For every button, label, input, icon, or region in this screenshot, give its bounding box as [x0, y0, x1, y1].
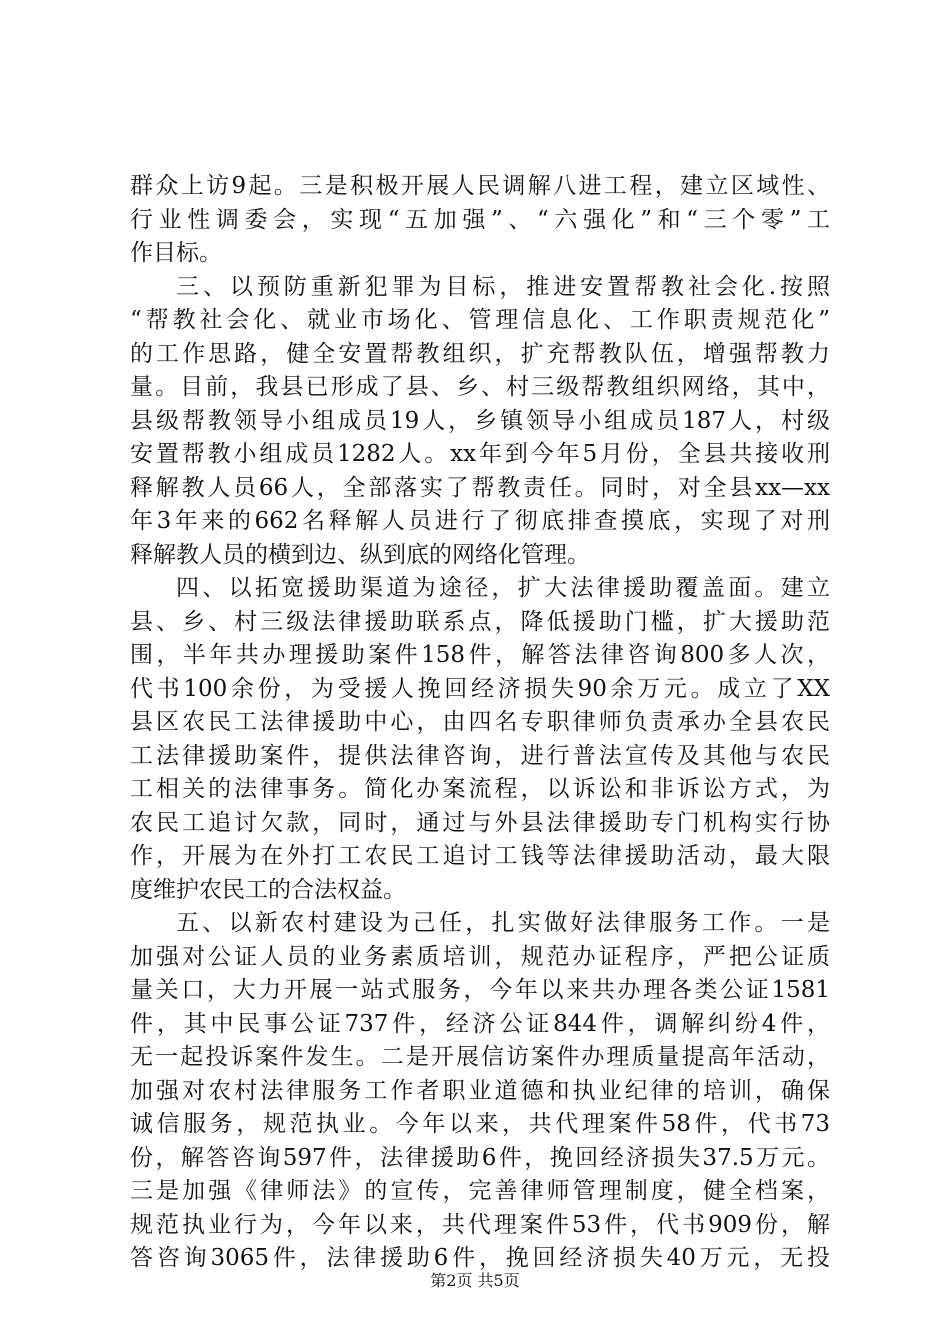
body-text-line: 释解教人员66人，全部落实了帮教责任。同时，对全县xx—xx [130, 474, 830, 501]
body-text-line: 加强对农村法律服务工作者职业道德和执业纪律的培训，确保 [130, 1077, 830, 1104]
body-text-line: 份，解答咨询597件，法律援助6件，挽回经济损失37.5万元。 [130, 1144, 830, 1171]
document-body [130, 170, 830, 1276]
body-text-line: 行业性调委会，实现“五加强”、“六强化”和“三个零”工 [130, 206, 830, 233]
body-text-line: “帮教社会化、就业市场化、管理信息化、工作职责规范化” [130, 307, 830, 333]
body-text-line: 释解教人员的横到边、纵到底的网络化管理。 [130, 541, 590, 568]
body-text-line: 量。目前，我县已形成了县、乡、村三级帮教组织网络，其中， [130, 374, 830, 400]
body-text-line: 工法律援助案件，提供法律咨询，进行普法宣传及其他与农民 [130, 742, 830, 769]
body-text-line: 县、乡、村三级法律援助联系点，降低援助门槛，扩大援助范 [130, 608, 830, 635]
page-footer: 第2页 共5页 [430, 1271, 520, 1290]
body-text-line: 三是加强《律师法》的宣传，完善律师管理制度，健全档案， [130, 1178, 830, 1204]
body-text-line: 作目标。 [130, 240, 222, 266]
body-text-line: 县级帮教领导小组成员19人，乡镇领导小组成员187人，村级 [130, 407, 830, 434]
body-text-line: 答咨询3065件，法律援助6件，挽回经济损失40万元，无投 [130, 1245, 830, 1271]
body-text-line: 农民工追讨欠款，同时，通过与外县法律援助专门机构实行协 [130, 809, 830, 836]
body-text-line: 规范执业行为，今年以来，共代理案件53件，代书909份，解 [130, 1211, 830, 1238]
body-text-line: 五、以新农村建设为己任，扎实做好法律服务工作。一是 [176, 910, 830, 936]
body-text-line: 无一起投诉案件发生。二是开展信访案件办理质量提高年活动， [130, 1044, 830, 1070]
body-text-line: 的工作思路，健全安置帮教组织，扩充帮教队伍，增强帮教力 [130, 340, 830, 367]
body-text-line: 群众上访9起。三是积极开展人民调解八进工程，建立区域性、 [130, 173, 830, 199]
body-text-line: 县区农民工法律援助中心，由四名专职律师负责承办全县农民 [130, 709, 830, 735]
body-text-line: 量关口，大力开展一站式服务，今年以来共办理各类公证1581 [130, 977, 830, 1003]
body-text-line: 安置帮教小组成员1282人。xx年到今年5月份，全县共接收刑 [130, 441, 830, 467]
body-text-line: 度维护农民工的合法权益。 [130, 876, 406, 903]
body-text-line: 作，开展为在外打工农民工追讨工钱等法律援助活动，最大限 [130, 843, 830, 869]
body-text-line: 三、以预防重新犯罪为目标，推进安置帮教社会化.按照 [176, 273, 830, 300]
body-text-line: 代书100余份，为受援人挽回经济损失90余万元。成立了XX [130, 675, 830, 702]
body-text-line: 工相关的法律事务。简化办案流程，以诉讼和非诉讼方式，为 [130, 776, 830, 802]
body-text-line: 围，半年共办理援助案件158件，解答法律咨询800多人次， [130, 642, 830, 668]
body-text-line: 加强对公证人员的业务素质培训，规范办证程序，严把公证质 [130, 943, 830, 970]
body-text-line: 四、以拓宽援助渠道为途径，扩大法律援助覆盖面。建立 [176, 575, 830, 601]
body-text-line: 年3年来的662名释解人员进行了彻底排查摸底，实现了对刑 [130, 508, 830, 534]
body-text-line: 诚信服务，规范执业。今年以来，共代理案件58件，代书73 [130, 1111, 830, 1137]
body-text-line: 件，其中民事公证737件，经济公证844件，调解纠纷4件， [130, 1010, 830, 1037]
